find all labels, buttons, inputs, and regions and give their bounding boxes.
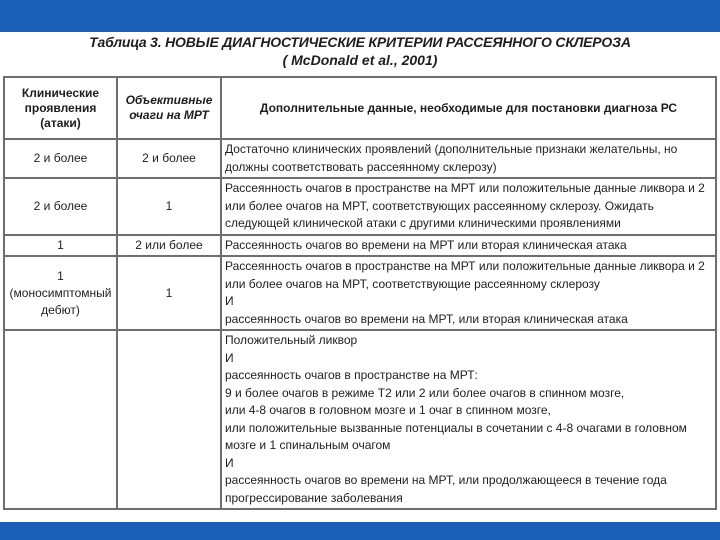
table-row [4, 235, 716, 257]
table-row [4, 139, 716, 178]
cell-attacks [4, 330, 117, 509]
cell-lesions: 1 [117, 178, 221, 235]
header-mri-lesions: Объективные очаги на МРТ [117, 77, 221, 139]
table-row [4, 256, 716, 330]
table-caption: Таблица 3. НОВЫЕ ДИАГНОСТИЧЕСКИЕ КРИТЕРИИ РАССЕЯННОГО СКЛЕРОЗА [89, 34, 631, 50]
cell-attacks: 1 [4, 235, 117, 257]
header-clinical-attacks: Клинические проявления (атаки) [4, 77, 117, 139]
top-banner [0, 0, 720, 32]
cell-lesions: 2 и более [117, 139, 221, 178]
cell-requirements: Рассеянность очагов во времени на МРТ или вторая клиническая атака [221, 235, 716, 257]
table-row [4, 178, 716, 235]
cell-attacks: 2 и более [4, 139, 117, 178]
cell-attacks: 2 и более [4, 178, 117, 235]
bottom-banner [0, 522, 720, 540]
cell-lesions [117, 330, 221, 509]
criteria-table-container [3, 76, 715, 522]
cell-requirements: Рассеянность очагов в пространстве на МРТ или положительные данные ликвора и 2 или более очагов на МРТ, соответствующие рассеянному склерозу И рассеянность очагов во времени на МРТ, или вторая клиническая атака [221, 256, 716, 330]
cell-attacks: 1 (моносимптомный дебют) [4, 256, 117, 330]
cell-requirements: Рассеянность очагов в пространстве на МРТ или положительные данные ликвора и 2 или более очагов на МРТ, соответствующих рассеянному склерозу. Ожидать следующей клинической атаки с другими клиническими проявлениями [221, 178, 716, 235]
cell-requirements: Положительный ликвор И рассеянность очагов в пространстве на МРТ: 9 и более очагов в режиме Т2 или 2 или более очагов в спинном мозге, или 4-8 очагов в головном мозге и 1 очаг в спинном мозге, или положительные вызванные потенциалы в сочетании с 4-8 очагами в головном мозге и 1 спинальным очагом И рассеянность очагов во времени на МРТ, или продолжающееся в течение года прогрессирование заболевания [221, 330, 716, 509]
cell-requirements: Достаточно клинических проявлений (дополнительные признаки желательны, но должны соответствовать рассеянному склерозу) [221, 139, 716, 178]
criteria-table [3, 76, 717, 510]
cell-lesions: 2 или более [117, 235, 221, 257]
table-citation: ( McDonald et al., 2001) [282, 52, 438, 68]
table-row [4, 330, 716, 509]
header-row [4, 77, 716, 139]
header-additional-data: Дополнительные данные, необходимые для постановки диагноза РС [221, 77, 716, 139]
cell-lesions: 1 [117, 256, 221, 330]
